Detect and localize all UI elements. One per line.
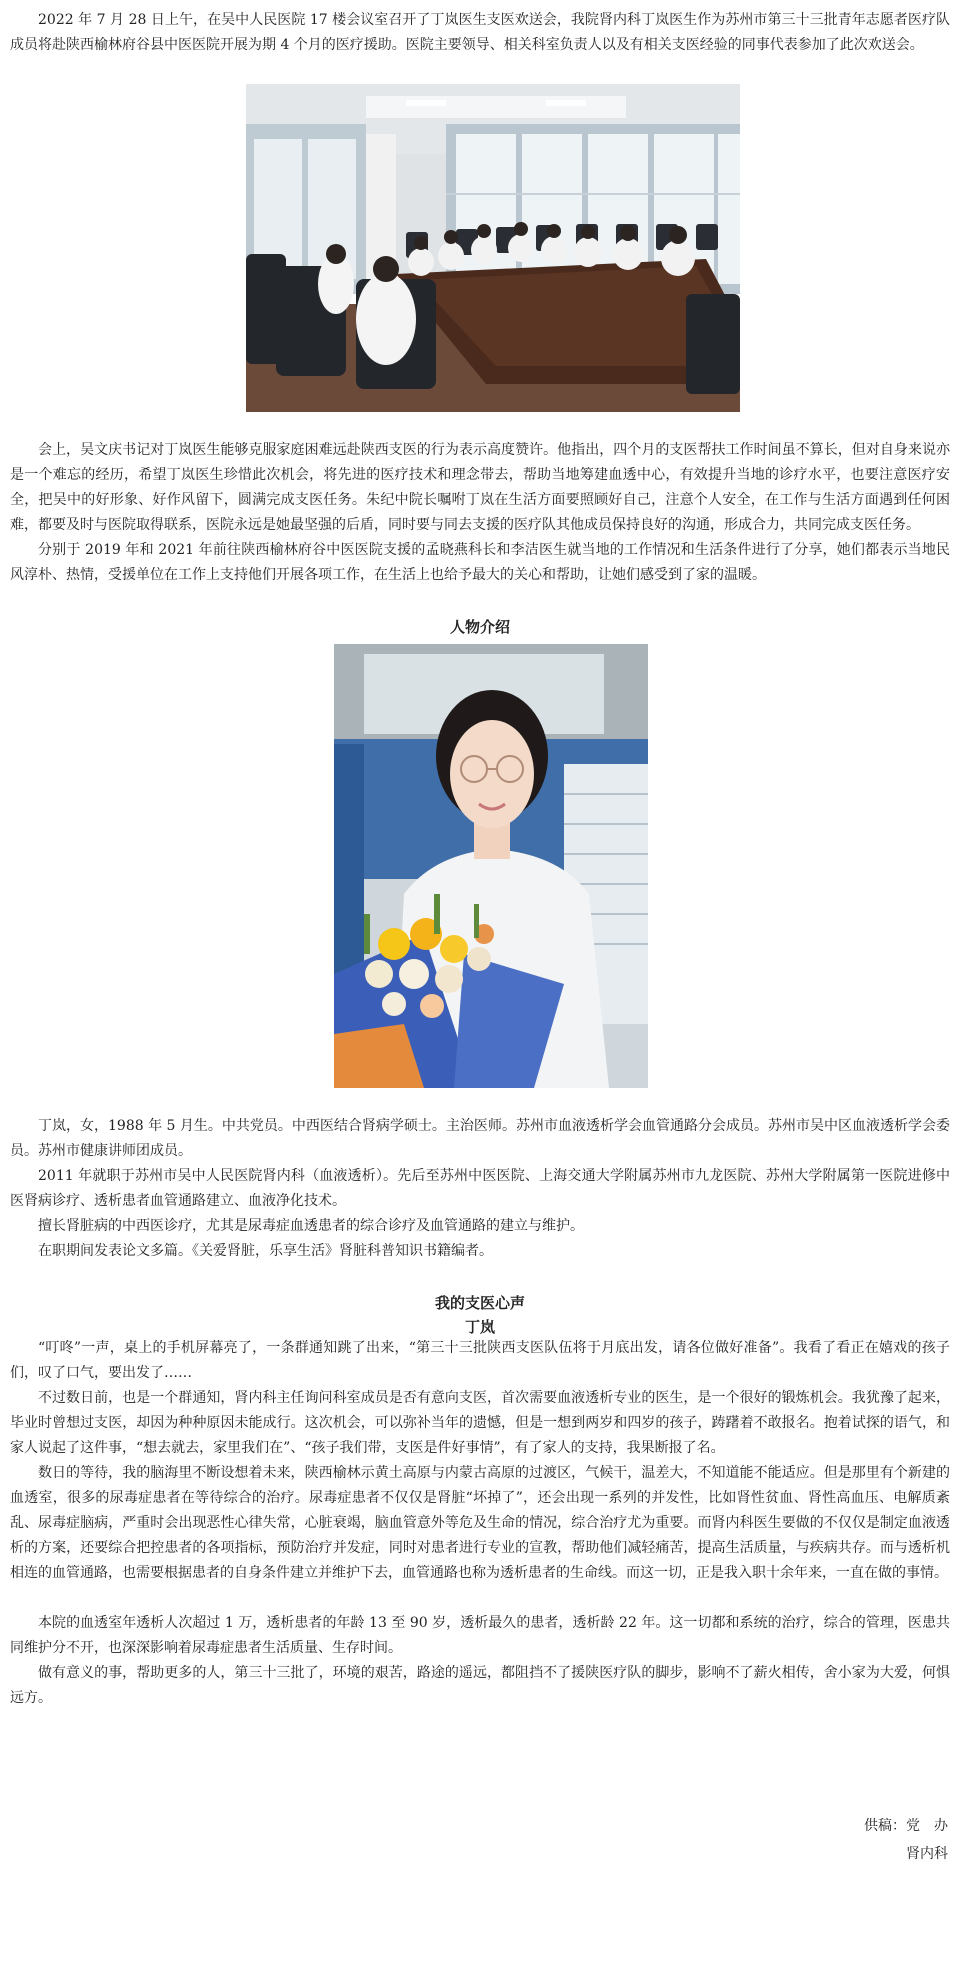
- profile-publications: 在职期间发表论文多篇。《关爱肾脏，乐享生活》肾脏科普知识书籍编者。: [38, 1243, 493, 1259]
- profile-heading: 人物介绍: [449, 618, 510, 636]
- profile-specialty: 擅长肾脏病的中西医诊疗，尤其是尿毒症血透患者的综合诊疗及血管通路的建立与维护。: [38, 1218, 584, 1234]
- essay-title: 我的支医心声: [434, 1294, 525, 1312]
- essay-paragraph-1: “叮咚”一声，桌上的手机屏幕亮了，一条群通知跳了出来，“第三十三批陕西支医队伍将于月底出发，请各位做好准备”。我看了看正在嬉戏的孩子们，叹了口气，要出发了……: [10, 1340, 950, 1381]
- signature-department: 肾内科: [906, 1846, 948, 1862]
- profile-career: 2011 年就职于苏州市吴中人民医院肾内科（血液透析）。先后至苏州中医医院、上海交通大学附属苏州市九龙医院、苏州大学附属第一医院进修中医肾病诊疗、透析患者血管通路建立、血液净化技术。: [10, 1168, 950, 1209]
- essay-paragraph-2: 不过数日前，也是一个群通知，肾内科主任询问科室成员是否有意向支医，首次需要血液透析专业的医生，是一个很好的锻炼机会。我犹豫了起来，毕业时曾想过支医，却因为种种原因未能成行。这次机会，可以弥补当年的遗憾，但是一想到两岁和四岁的孩子，踌躇着不敢报名。抱着试探的语气，和家人说起了这件事，“想去就去，家里我们在”、“孩子我们带，支医是件好事情”，有了家人的支持，我果断报了名。: [10, 1390, 950, 1456]
- experience-sharing-paragraph: 分别于 2019 年和 2021 年前往陕西榆林府谷中医医院支援的孟晓燕科长和李洁医生就当地的工作情况和生活条件进行了分享，她们都表示当地民风淳朴、热情，受援单位在工作上支持他们开展各项工作，在生活上也给予最大的关心和帮助，让她们感受到了家的温暖。: [10, 542, 950, 583]
- essay-author: 丁岚: [464, 1318, 495, 1336]
- essay-paragraph-5: 做有意义的事，帮助更多的人，第三十三批了，环境的艰苦，路途的遥远，都阻挡不了援陕医疗队的脚步，影响不了薪火相传，舍小家为大爱，何惧远方。: [10, 1665, 950, 1706]
- essay-paragraph-3: 数日的等待，我的脑海里不断设想着未来，陕西榆林示黄土高原与内蒙古高原的过渡区，气候干，温差大，不知道能不能适应。但是那里有个新建的血透室，很多的尿毒症患者在等待综合的治疗。尿毒症患者不仅仅是肾脏“坏掉了”，还会出现一系列的并发性，比如肾性贫血、肾性高血压、电解质紊乱、尿毒症脑病，严重时会出现恶性心律失常，心脏衰竭，脑血管意外等危及生命的情况，综合治疗尤为重要。而肾内科医生要做的不仅仅是制定血液透析的方案，还要综合把控患者的各项指标，预防治疗并发症，同时对患者进行专业的宣教，帮助他们减轻痛苦，提高生活质量，与疾病共存。而与透析机相连的血管通路，也需要根据患者的自身条件建立并维护下去，血管通路也称为透析患者的生命线。而这一切，正是我入职十余年来，一直在做的事情。: [10, 1465, 950, 1581]
- intro-paragraph: 2022 年 7 月 28 日上午，在吴中人民医院 17 楼会议室召开了丁岚医生支医欢送会，我院肾内科丁岚医生作为苏州市第三十三批青年志愿者医疗队成员将赴陕西榆林府谷县中医医院开展为期 4 个月的医疗援助。医院主要领导、相关科室负责人以及有相关支医经验的同事代表参加了此次欢送会。: [10, 12, 950, 53]
- meeting-speech-paragraph: 会上，吴文庆书记对丁岚医生能够克服家庭困难远赴陕西支医的行为表示高度赞许。他指出，四个月的支医帮扶工作时间虽不算长，但对自身来说亦是一个难忘的经历，希望丁岚医生珍惜此次机会，将先进的医疗技术和理念带去，帮助当地筹建血透中心，有效提升当地的诊疗水平，也要注意医疗安全，把吴中的好形象、好作风留下，圆满完成支医任务。朱纪中院长嘱咐丁岚在生活方面要照顾好自己，注意个人安全，在工作与生活方面遇到任何困难，都要及时与医院取得联系，医院永远是她最坚强的后盾，同时要与同去支援的医疗队其他成员保持良好的沟通，形成合力，共同完成支医任务。: [10, 442, 950, 533]
- essay-paragraph-4: 本院的血透室年透析人次超过 1 万，透析患者的年龄 13 至 90 岁，透析最久的患者，透析龄 22 年。这一切都和系统的治疗，综合的管理，医患共同维护分不开，也深深影响着尿毒症患者生活质量、生存时间。: [10, 1615, 950, 1656]
- meeting-photo: [246, 84, 740, 412]
- signature-contributor: 供稿：党 办: [864, 1818, 948, 1834]
- profile-basic-info: 丁岚，女，1988 年 5 月生。中共党员。中西医结合肾病学硕士。主治医师。苏州市血液透析学会血管通路分会成员。苏州市吴中区血液透析学会委员。苏州市健康讲师团成员。: [10, 1118, 950, 1159]
- portrait-photo: [334, 644, 648, 1088]
